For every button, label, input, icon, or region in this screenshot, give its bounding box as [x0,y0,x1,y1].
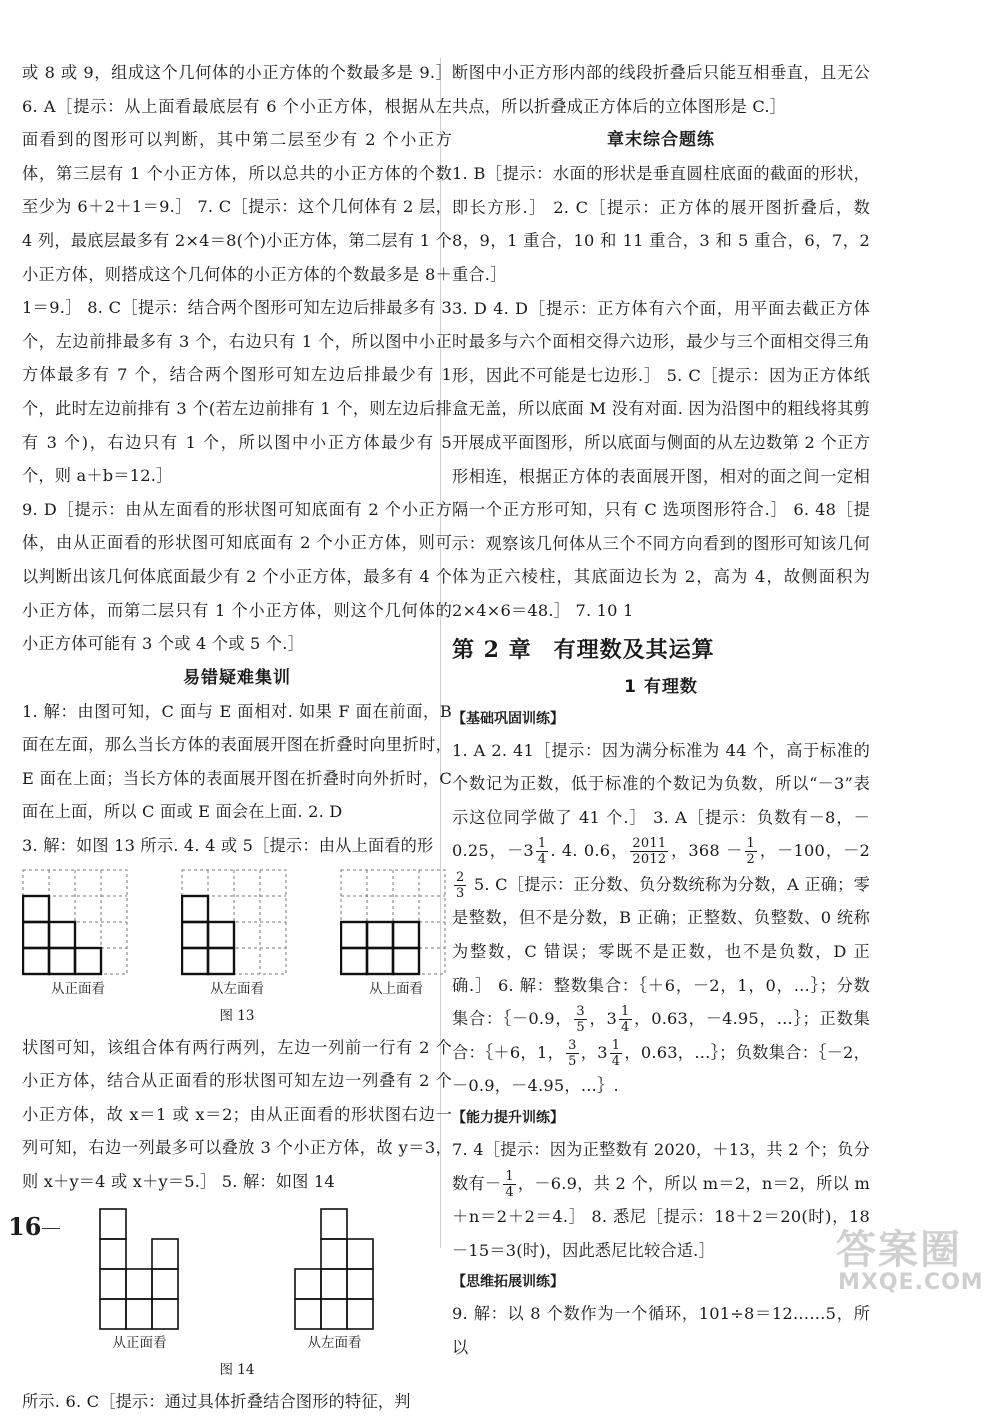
denominator: 5 [568,1053,577,1069]
fraction [745,836,757,867]
denominator: 2012 [632,852,667,868]
exercise-tag: 【基础巩固训练】 [452,710,564,727]
numerator: 2 [456,869,465,885]
fraction [619,1004,631,1035]
fraction [454,870,466,901]
numerator: 1 [537,836,547,852]
page-number: 16 [8,1212,42,1241]
numerator: 1 [621,1004,630,1020]
answer-paragraph [452,734,870,1104]
denominator: 4 [537,852,547,868]
text-run: ，3 [588,1009,618,1029]
subsection-title: 1 有理数 [624,676,698,697]
fig14-front-view [65,1207,215,1353]
text-run: 5. C［提示：正分数、负分数统称为分数，A 正确；零是整数，但不是分数，B 正确；正整数、负整数、0 统称为整数，C 错误；零既不是正数，也不是负数，D 正确.］ 6. 解：整数集合：｛＋6，－2，1，0，…｝；分数集合：｛－0.9， [452,874,870,1029]
answer-paragraph: 或 8 或 9，组成这个几何体的小正方体的个数最多是 9.］ 6. A［提示：从上面看最底层有 6 个小正方体，根据从左面看到的图形可以判断，其中第二层至少有 2 个小正方体，第三层有 1 个小正方体，所以总共的小正方体的个数至少为 6＋2＋1＝9.］ 7. C［提示：这个几何体有 2 层，4 列，最底层最多有 2×4＝8(个)小正方体，第二层有 1 个小正方体，则搭成这个几何体的小正方体的个数最多是 8＋1＝9.］ 8. C［提示：结合两个图形可知左边后排最多有 3 个，左边前排最多有 3 个，右边只有 1 个，所以图中小正方体最多有 7 个，结合两个图形可知左边后排最少有 1 个，此时左边前排有 3 个(若左边前排有 1 个，则左边后排有 3 个)，右边只有 1 个，所以图中小正方体最少有 5 个，则 a＋b＝12.］ [22,63,452,486]
figure-14 [22,1207,452,1353]
fig13-top-view [340,869,452,999]
fraction [630,836,668,867]
numerator: 3 [568,1037,577,1053]
answer-paragraph [452,1133,870,1267]
answer-paragraph: 所示. 6. C［提示：通过具体折叠结合图形的特征，判 [22,1391,411,1411]
answer-paragraph: 9. D［提示：由从左面看的形状图可知底面有 2 个小正方体，由从正面看的形状图可知底面有 2 个小正方体，则可以判断出该几何体底面最少有 2 个小正方体，最多有 4 个小正方体，而第二层只有 1 个小正方体，则这个几何体的小正方体可能有 3 个或 4 个或 5 个.］ [22,499,452,654]
figure-13 [22,869,452,999]
page-number-rule [42,1228,60,1229]
answer-paragraph: 9. 解：以 8 个数作为一个循环，101÷8＝12……5，所以 [452,1304,870,1357]
numerator: 1 [611,1037,621,1053]
left-view-stack [293,1207,377,1331]
fraction [503,1169,515,1200]
chapter-heading [452,630,870,670]
fraction [574,1004,586,1035]
numerator: 2011 [632,836,667,852]
denominator: 3 [456,885,465,901]
exercise-tag: 【能力提升训练】 [452,1110,564,1127]
watermark-text: 答案圈 [836,1227,962,1273]
answer-paragraph: 状图可知，该组合体有两行两列，左边一列前一行有 2 个小正方体，结合从正面看的形状图可知左边一列叠有 2 个小正方体，故 x＝1 或 x＝2；由从正面看的形状图右边一列可知，右边一列最多可以叠放 3 个小正方体，故 y＝3，则 x＋y＝4 或 x＋y＝5.］ 5. 解：如图 14 [22,1037,452,1192]
figure-caption: 从正面看 [51,980,105,997]
denominator: 4 [621,1020,630,1036]
watermark-url: MXQE.COM [838,1270,984,1295]
watermark-logo [836,1218,996,1304]
figure-title: 图 14 [219,1361,255,1378]
text-run: ，3 [580,1042,608,1062]
text-run: 7. 4［提示：因为正整数有 2020，＋13，共 2 个；负分数有－ [452,1140,870,1193]
text-run: ，－6.9，共 2 个，所以 m＝2，n＝2，所以 m＋n＝2＋2＝4.］ 8. 悉尼［提示：18＋2＝20(时)，18－15＝3(时)，因此悉尼比较合适.］ [452,1173,870,1260]
front-view-stack [98,1207,182,1331]
fraction [610,1038,622,1069]
figure-caption: 从左面看 [307,1334,362,1351]
denominator: 4 [611,1053,621,1069]
chapter-number: 第 2 章 [452,636,532,663]
text-run: ，0.63，－4.95，…｝；正数集合：｛＋6，1， [452,1009,870,1062]
numerator: 1 [505,1168,514,1184]
denominator: 4 [505,1184,514,1200]
answer-paragraph: 1. B［提示：水面的形状是垂直圆柱底面的截面的形状，即长方形.］ 2. C［提示：正方体的展开图折叠后，数 8，9，1 重合，10 和 11 重合，3 和 5 重合，6，7，2 重合.］ [452,164,870,284]
chapter-title: 有理数及其运算 [553,636,715,663]
answer-paragraph: 3. 解：如图 13 所示. 4. 4 或 5［提示：由从上面看的形 [22,836,434,856]
text-run: . 4. 0.6， [550,841,629,861]
denominator: 5 [576,1020,585,1036]
exercise-tag: 【思维拓展训练】 [452,1274,564,1291]
text-run: 1. A 2. 41［提示：因为满分标准为 44 个，高于标准的个数记为正数，低于标准的个数记为负数，所以“－3”表示这位同学做了 41 个.］ 3. A［提示：负数有－8，－0.25，－3 [452,740,870,861]
fraction [536,836,548,867]
left-view-grid [181,869,287,977]
text-run: ，368 － [670,841,743,861]
figure-caption: 从上面看 [369,980,423,997]
figure-caption: 从正面看 [112,1334,167,1351]
numerator: 1 [746,836,755,852]
fig13-front-view [22,869,134,999]
text-run: ，－100，－2 [759,841,870,861]
top-view-grid [340,869,446,977]
figure-caption: 从左面看 [210,980,264,997]
right-column [452,56,870,1365]
section-title: 章末综合题练 [607,130,715,151]
front-view-grid [22,869,128,977]
fraction [566,1038,578,1069]
fig13-left-view [181,869,293,999]
left-column [22,56,452,1418]
fig14-left-view [260,1207,410,1353]
answer-paragraph: 1. 解：由图可知，C 面与 E 面相对. 如果 F 面在前面，B 面在左面，那么当长方体的表面展开图在折叠时向里折时，E 面在上面；当长方体的表面展开图在折叠时向外折时，C 面在上面，所以 C 面或 E 面会在上面. 2. D [22,701,452,822]
text-run: ，0.63，…｝；负数集合：｛－2，－0.9，－4.95，…｝. [452,1042,870,1096]
denominator: 2 [746,852,755,868]
answer-paragraph: 断图中小正方形内部的线段折叠后只能互相垂直，且无公共点，所以折叠成正方体后的立体图形是 C.］ [452,63,870,116]
answer-paragraph: 3. D 4. D［提示：正方体有六个面，用平面去截正方体时最多与六个面相交得六边形，最少与三个面相交得三角形，因此不可能是七边形.］ 5. C［提示：因为正方体纸盒无盖，所以底面 M 没有对面. 因为沿图中的粗线将其剪开展成平面图形，所以底面与侧面的从左边数第 2 个正方形相连，根据正方体的表面展开图，相对的面之间一定相隔一个正方形可知，只有 C 选项图形符合.］ 6. 48［提示：观察该几何体从三个不同方向看到的图形可知该几何体为正六棱柱，其底面边长为 2，高为 4，故侧面积为 2×4×6＝48.］ 7. 10 1 [452,298,870,620]
numerator: 3 [576,1004,585,1020]
figure-title: 图 13 [219,1007,255,1024]
section-title: 易错疑难集训 [183,667,291,688]
